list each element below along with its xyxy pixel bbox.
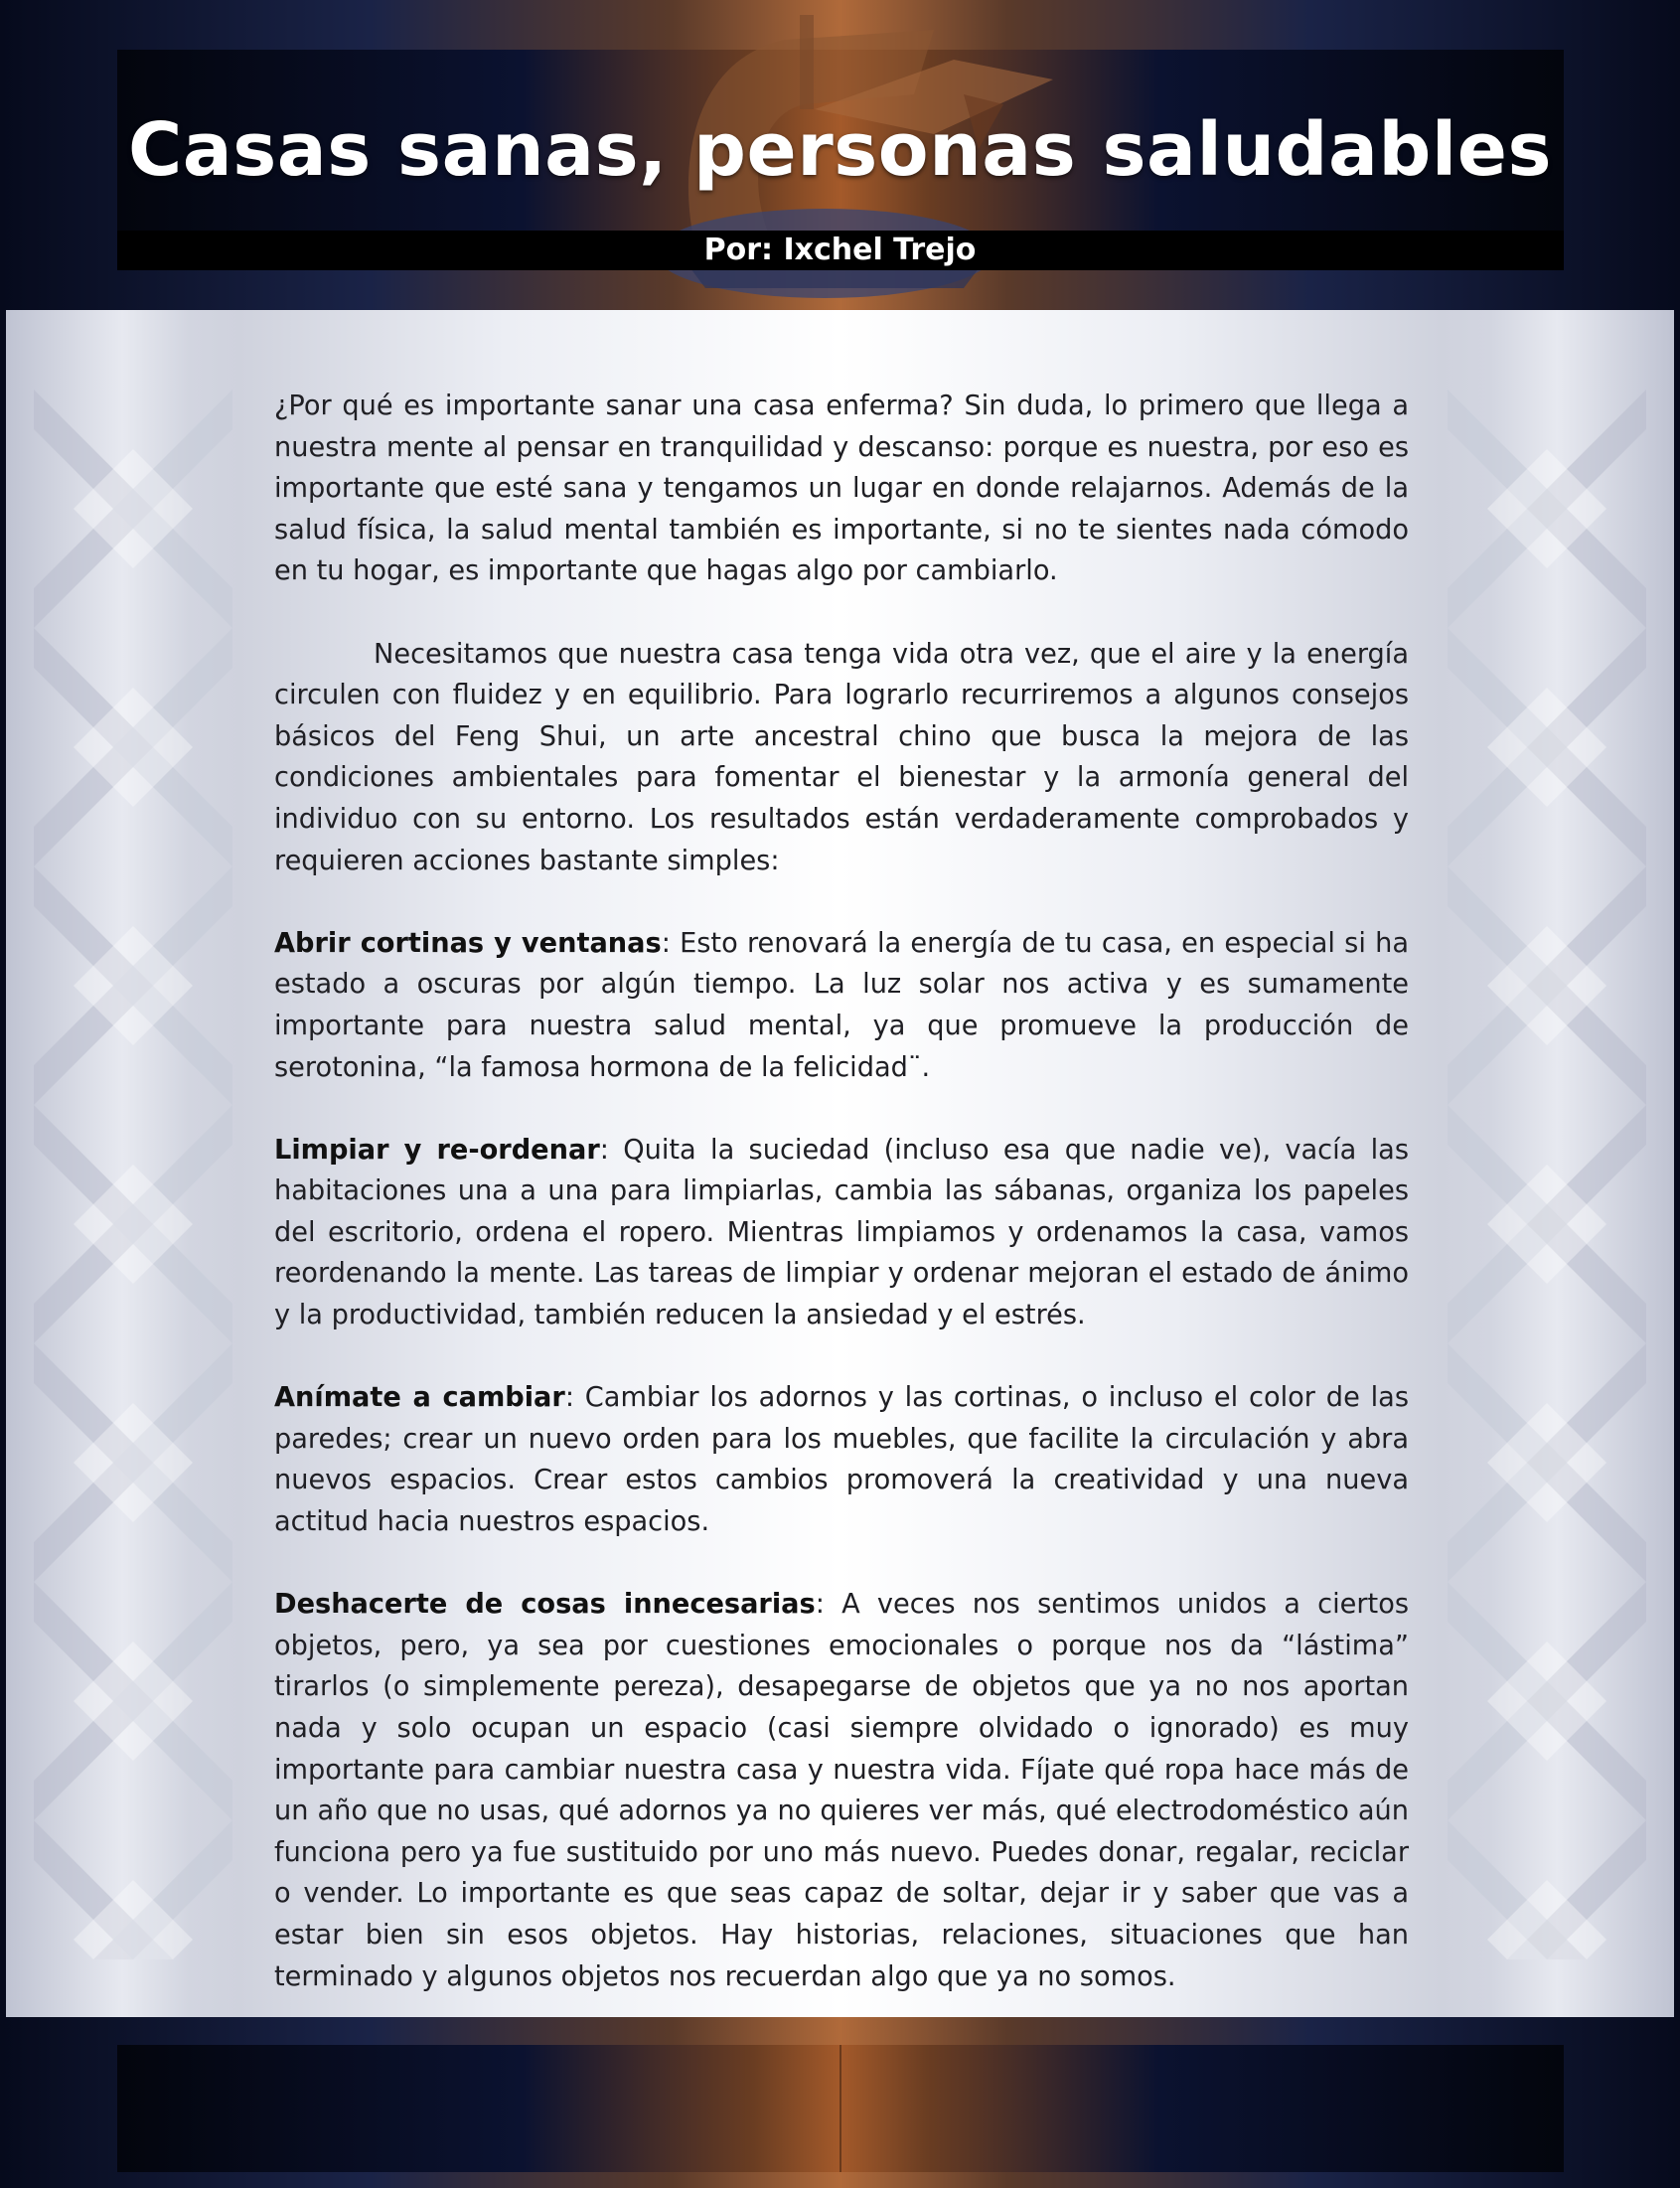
tip-heading: Deshacerte de cosas innecesarias [274, 1589, 816, 1621]
tip-body: : A veces nos sentimos unidos a ciertos objetos, pero, ya sea por cuestiones emocionales o porque nos da “lástima” tirarlos (o simplemente pereza), desapegarse de objetos que ya no nos aportan nada y solo ocupan un espacio (casi siempre olvidado o ignorado) es muy importante para cambiar nuestra casa y nuestra vida. Fíjate qué ropa hace más de un año que no usas, qué adornos ya no quieres ver más, qué electrodoméstico aún funciona pero ya fue sustituido por uno más nuevo. Puedes donar, regalar, reciclar o vender. Lo importante es que seas capaz de soltar, dejar ir y saber que vas a estar bien sin esos objetos. Hay historias, relaciones, situaciones que han terminado y algunos objetos nos recuerdan algo que ya no somos. [274, 1589, 1409, 1992]
tip-body: : Esto renovará la energía de tu casa, en especial si ha estado a oscuras por algún tiempo. La luz solar nos activa y es sumamente importante para nuestra salud mental, ya que promueve la producción de serotonina, “la famosa hormona de la felicidad¨. [274, 927, 1409, 1083]
footer-divider [840, 2045, 841, 2172]
paragraph-intro: ¿Por qué es importante sanar una casa enferma? Sin duda, lo primero que llega a nuestra mente al pensar en tranquilidad y descanso: porque es nuestra, por eso es importante que esté sana y tengamos un lugar en donde relajarnos. Además de la salud física, la salud mental también es importante, si no te sientes nada cómodo en tu hogar, es importante que hagas algo por cambiarlo. [274, 391, 1409, 587]
right-diamond-pattern [1448, 310, 1646, 2017]
tip-declutter [274, 1584, 1409, 1997]
article-byline: Por: Ixchel Trejo [703, 233, 977, 267]
paragraph-feng-shui: Necesitamos que nuestra casa tenga vida otra vez, que el aire y la energía circulen con fluidez y en equilibrio. Para lograrlo recurriremos a algunos consejos básicos del Feng Shui, un arte ancestral chino que busca la mejora de las condiciones ambientales para fomentar el bienestar y la armonía general del individuo con su entorno. Los resultados están verdaderamente comprobados y requieren acciones bastante simples: [274, 638, 1409, 876]
article-title: Casas sanas, personas saludables [127, 107, 1553, 193]
article-body [274, 386, 1409, 2039]
tip-open-curtains [274, 923, 1409, 1088]
tip-change [274, 1377, 1409, 1542]
left-diamond-pattern [34, 310, 232, 2017]
tip-body: : Quita la suciedad (incluso esa que nadie ve), vacía las habitaciones una a una para limpiarlas, cambia las sábanas, organiza los papeles del escritorio, ordena el ropero. Mientras limpiamos y ordenamos la casa, vamos reordenando la mente. Las tareas de limpiar y ordenar mejoran el estado de ánimo y la productividad, también reducen la ansiedad y el estrés. [274, 1134, 1409, 1331]
tip-clean-reorder [274, 1130, 1409, 1336]
tip-heading: Limpiar y re-ordenar [274, 1134, 600, 1166]
tip-heading: Anímate a cambiar [274, 1382, 565, 1414]
tip-heading: Abrir cortinas y ventanas [274, 927, 662, 959]
tip-body: : Cambiar los adornos y las cortinas, o incluso el color de las paredes; crear un nuevo orden para los muebles, que facilite la circulación y abra nuevos espacios. Crear estos cambios promoverá la creatividad y una nueva actitud hacia nuestros espacios. [274, 1382, 1410, 1538]
